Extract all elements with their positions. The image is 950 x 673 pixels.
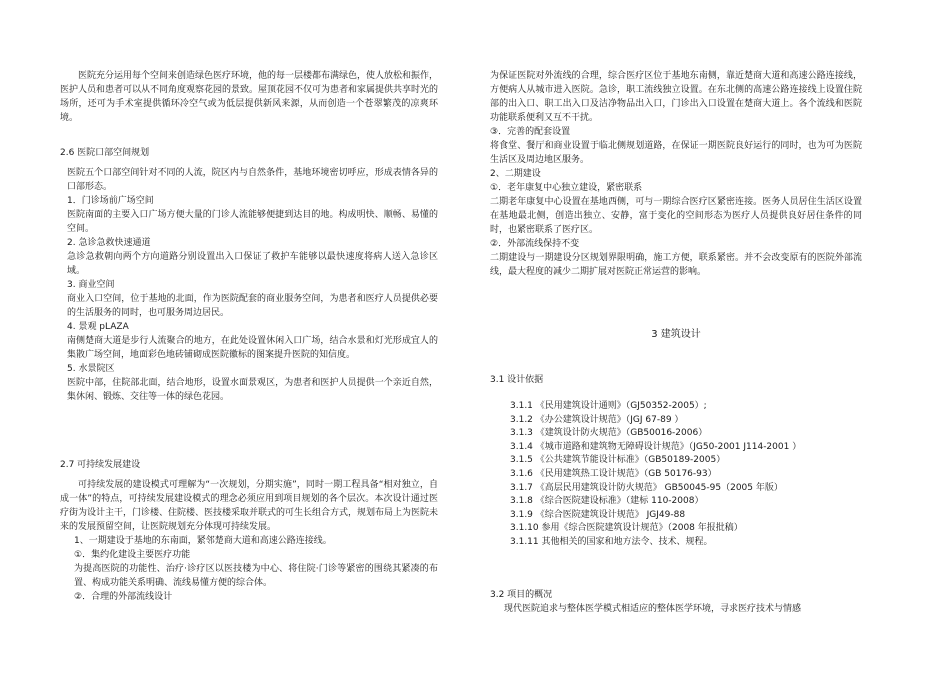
reference-item: 3.1.7 《高层民用建筑设计防火规范》 GB50045-95（2005 年版） xyxy=(510,482,783,493)
reference-item: 3.1.5 《公共建筑节能设计标准》（GB50189-2005） xyxy=(510,455,726,466)
phase-1-sub-1-body: 为提高医院的功能性、治疗·诊疗区以医技楼为中心、将住院·门诊等紧密的围绕其紧凑的布置、构成功能关系明确、流线易懂方便的综合体。 xyxy=(74,564,438,588)
reference-item: 3.1.3 《建筑设计防火规范》（GB50016-2006） xyxy=(510,428,708,439)
section-2-6 xyxy=(60,146,438,404)
section-2-7 xyxy=(60,458,438,604)
chapter-3-title: 3 建筑设计 xyxy=(651,329,701,340)
right-top-section xyxy=(490,69,862,279)
intro-paragraph: 医院充分运用每个空间来创造绿色医疗环境，他的每一层楼都布满绿色，使人放松和振作，医护人员和患者可以从不同角度观察花园的景致。屋顶花园不仅可为患者和家属提供共享时光的场所，还可为手术室提供循环冷空气或为低层提供新风来源，从而创造一个苍翠繁茂的凉爽环境。 xyxy=(60,71,439,123)
entry-3-title: 3. 商业空间 xyxy=(67,280,115,290)
intro-section xyxy=(60,69,438,125)
reference-item: 3.1.8 《综合医院建设标准》（建标 110-2008） xyxy=(510,496,704,507)
section-3-2 xyxy=(490,588,862,616)
entry-2-title: 2. 急诊急救快速通道 xyxy=(67,238,151,248)
section-3-1-heading: 3.1 设计依据 xyxy=(490,375,544,385)
phase-1-sub-2-title: ②．合理的外部流线设计 xyxy=(74,592,173,602)
phase-2-sub-1-title: ①．老年康复中心独立建设，紧密联系 xyxy=(490,183,643,193)
reference-item: 3.1.11 其他相关的国家和地方法令、技术、规程。 xyxy=(510,536,713,547)
reference-list xyxy=(490,400,862,550)
section-3-1-heading-block xyxy=(490,373,862,387)
section-3-2-heading: 3.2 项目的概况 xyxy=(490,590,553,600)
section-2-7-intro: 可持续发展的建设模式可理解为“一次规划，分期实施”，同时一期工程具备“相对独立，自成一体”的特点，可持续发展建设模式的理念必须应用到项目规划的各个层次。本次设计通过医疗街为设计主干，门诊楼、住院楼、医技楼采取并联式的可生长组合方式，规划布局上为医院未来的发展预留空间，让医院规划充分体现可持续发展。 xyxy=(60,480,439,532)
section-2-7-heading: 2.7 可持续发展建设 xyxy=(60,460,141,470)
sub-3-body: 将食堂、餐厅和商业设置于临北侧规划道路，在保证一期医院良好运行的同时，也为可为医院生活区及周边地区服务。 xyxy=(490,141,862,165)
reference-item: 3.1.2 《办公建筑设计规范》（JGJ 67-89 ） xyxy=(510,414,684,425)
entry-2-body: 急诊急救朝向两个方向道路分别设置出入口保证了救护车能够以最快速度将病人送入急诊区域。 xyxy=(67,252,438,276)
phase-2-line: 2、二期建设 xyxy=(490,169,541,179)
entry-1-body: 医院南面的主要入口广场方便大量的门诊人流能够便捷到达目的地。构成明快、顺畅、易懂的空间。 xyxy=(67,210,438,234)
phase-2-sub-1-body: 二期老年康复中心设置在基地西侧，可与一期综合医疗区紧密连接。医务人员居住生活区设置在基地最北侧，创造出独立、安静，富于变化的空间形态为医疗人员提供良好居住条件的同时，也紧密联系了医疗区。 xyxy=(490,197,862,235)
phase-1-line: 1、一期建设于基地的东南面，紧邻楚商大道和高速公路连接线。 xyxy=(74,536,332,546)
entry-4-body: 南侧楚商大道是步行人流聚合的地方，在此处设置休闲入口广场，结合水景和灯光形成宜人的集散广场空间，地面彩色地砖铺砌成医院徽标的图案提升医院的知信度。 xyxy=(67,336,438,360)
chapter-3-heading xyxy=(490,328,862,342)
phase-1-sub-1-title: ①．集约化建设主要医疗功能 xyxy=(74,550,191,560)
entry-3-body: 商业入口空间，位于基地的北面，作为医院配套的商业服务空间，为患者和医疗人员提供必要的生活服务的同时，也可服务周边居民。 xyxy=(67,294,438,318)
section-2-6-intro: 医院五个口部空间针对不同的人流，院区内与自然条件，基地环境密切呼应，形成表情各异的口部形态。 xyxy=(67,168,438,192)
flow-design-paragraph: 为保证医院对外流线的合理，综合医疗区位于基地东南侧，靠近楚商大道和高速公路连接线，方便病人从城市进入医院。急诊，职工流线独立设置。在东北侧的高速公路连接线上设置住院部的出入口、职工出入口及洁净物品出入口，门诊出入口设置在楚商大道上。各个流线和医院功能联系便利又互不干扰。 xyxy=(490,71,862,123)
reference-item: 3.1.10 参用《综合医院建筑设计规范》（2008 年报批稿） xyxy=(510,523,743,534)
section-2-6-heading: 2.6 医院口部空间规划 xyxy=(60,148,150,158)
reference-item: 3.1.4 《城市道路和建筑物无障碍设计规范》（JG50-2001 J114-2001 ） xyxy=(510,441,802,452)
entry-5-title: 5. 水景院区 xyxy=(67,364,115,374)
entry-5-body: 医院中部，住院部北面，结合地形，设置水面景观区，为患者和医护人员提供一个亲近自然，集休闲、锻炼、交往等一体的绿色花园。 xyxy=(67,378,438,402)
reference-item: 3.1.6 《民用建筑热工设计规范》（GB 50176-93） xyxy=(510,468,717,479)
entry-1-title: 1．门诊场前广场空间 xyxy=(67,196,154,206)
phase-2-sub-2-body: 二期建设与一期建设分区规划界限明确，施工方便，联系紧密。并不会改变原有的医院外部流线，最大程度的减少二期扩展对医院正常运营的影响。 xyxy=(490,253,862,277)
section-3-2-body: 现代医院追求与整体医学模式相适应的整体医学环境，寻求医疗技术与情感 xyxy=(504,604,802,614)
entry-4-title: 4. 景观 pLAZA xyxy=(67,322,129,332)
sub-3-title: ③．完善的配套设置 xyxy=(490,127,571,137)
reference-item: 3.1.9 《综合医院建筑设计规范》 JGJ49-88 xyxy=(510,509,686,520)
phase-2-sub-2-title: ②．外部流线保持不变 xyxy=(490,239,580,249)
reference-item: 3.1.1 《民用建筑设计通则》（GJ50352-2005）; xyxy=(510,401,707,411)
